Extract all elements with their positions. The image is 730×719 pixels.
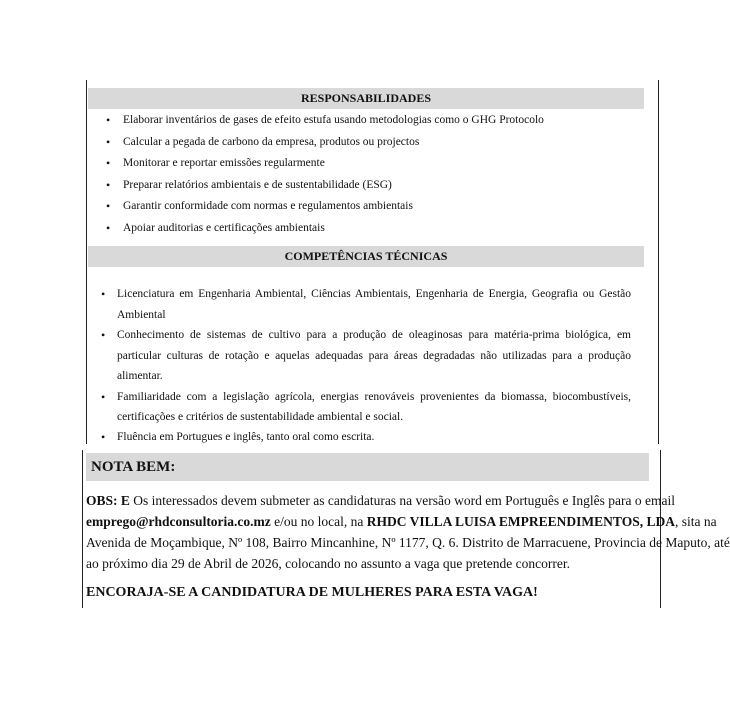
list-item: • Elaborar inventários de gases de efeito estufa usando metodologias como o GHG Protocolo (106, 110, 646, 132)
list-item: • Preparar relatórios ambientais e de sustentabilidade (ESG) (106, 175, 646, 197)
obs-text: e/ou no local, na (270, 514, 367, 529)
observation-paragraph (86, 490, 730, 574)
list-item: • Fluência em Portugues e inglês, tanto oral como escrita. (101, 428, 631, 446)
responsibilities-list (106, 110, 646, 239)
email-link[interactable]: emprego@rhdconsultoria.co.mz (86, 514, 271, 529)
obs-text: , sita na (674, 514, 717, 529)
deadline-line: ao próximo dia 29 de Abril de 2026, colocando no assunto a vaga que pretende concorrer. (86, 556, 570, 571)
list-item: • Monitorar e reportar emissões regularmente (106, 153, 646, 175)
list-item: • Conhecimento de sistemas de cultivo para a produção de oleaginosas para matéria-prima biológica, em particular culturas de rotação e aquelas adequadas para áreas degradadas não utilizadas para a produção alimentar. (101, 325, 631, 387)
list-item: • Apoiar auditorias e certificações ambientais (106, 218, 646, 240)
list-item: • Garantir conformidade com normas e regulamentos ambientais (106, 196, 646, 218)
list-item: • Calcular a pegada de carbono da empresa, produtos ou projectos (106, 132, 646, 154)
technical-skills-header: COMPETÊNCIAS TÉCNICAS (88, 246, 644, 267)
list-item: • Licenciatura em Engenharia Ambiental, Ciências Ambientais, Engenharia de Energia, Geografia ou Gestão Ambiental (101, 284, 631, 325)
technical-skills-list (101, 284, 631, 446)
responsibilities-header: RESPONSABILIDADES (88, 88, 644, 109)
address-line: Avenida de Moçambique, Nº 108, Bairro Mincanhine, Nº 1177, Q. 6. Distrito de Marracuene, Provincia de Maputo, até (86, 535, 730, 550)
list-item: • Familiaridade com a legislação agrícola, energias renováveis provenientes da biomassa, biocombustíveis, certificações e critérios de sustentabilidade ambiental e social. (101, 387, 631, 428)
note-header: NOTA BEM: (86, 453, 649, 481)
company-name: RHDC VILLA LUISA EMPREENDIMENTOS, LDA (366, 514, 675, 529)
encouragement-statement: ENCORAJA-SE A CANDIDATURA DE MULHERES PARA ESTA VAGA! (86, 585, 538, 600)
obs-text: Os interessados devem submeter as candidaturas na versão word em Português e Inglês para o email (129, 493, 675, 508)
obs-label: OBS: E (86, 493, 130, 508)
